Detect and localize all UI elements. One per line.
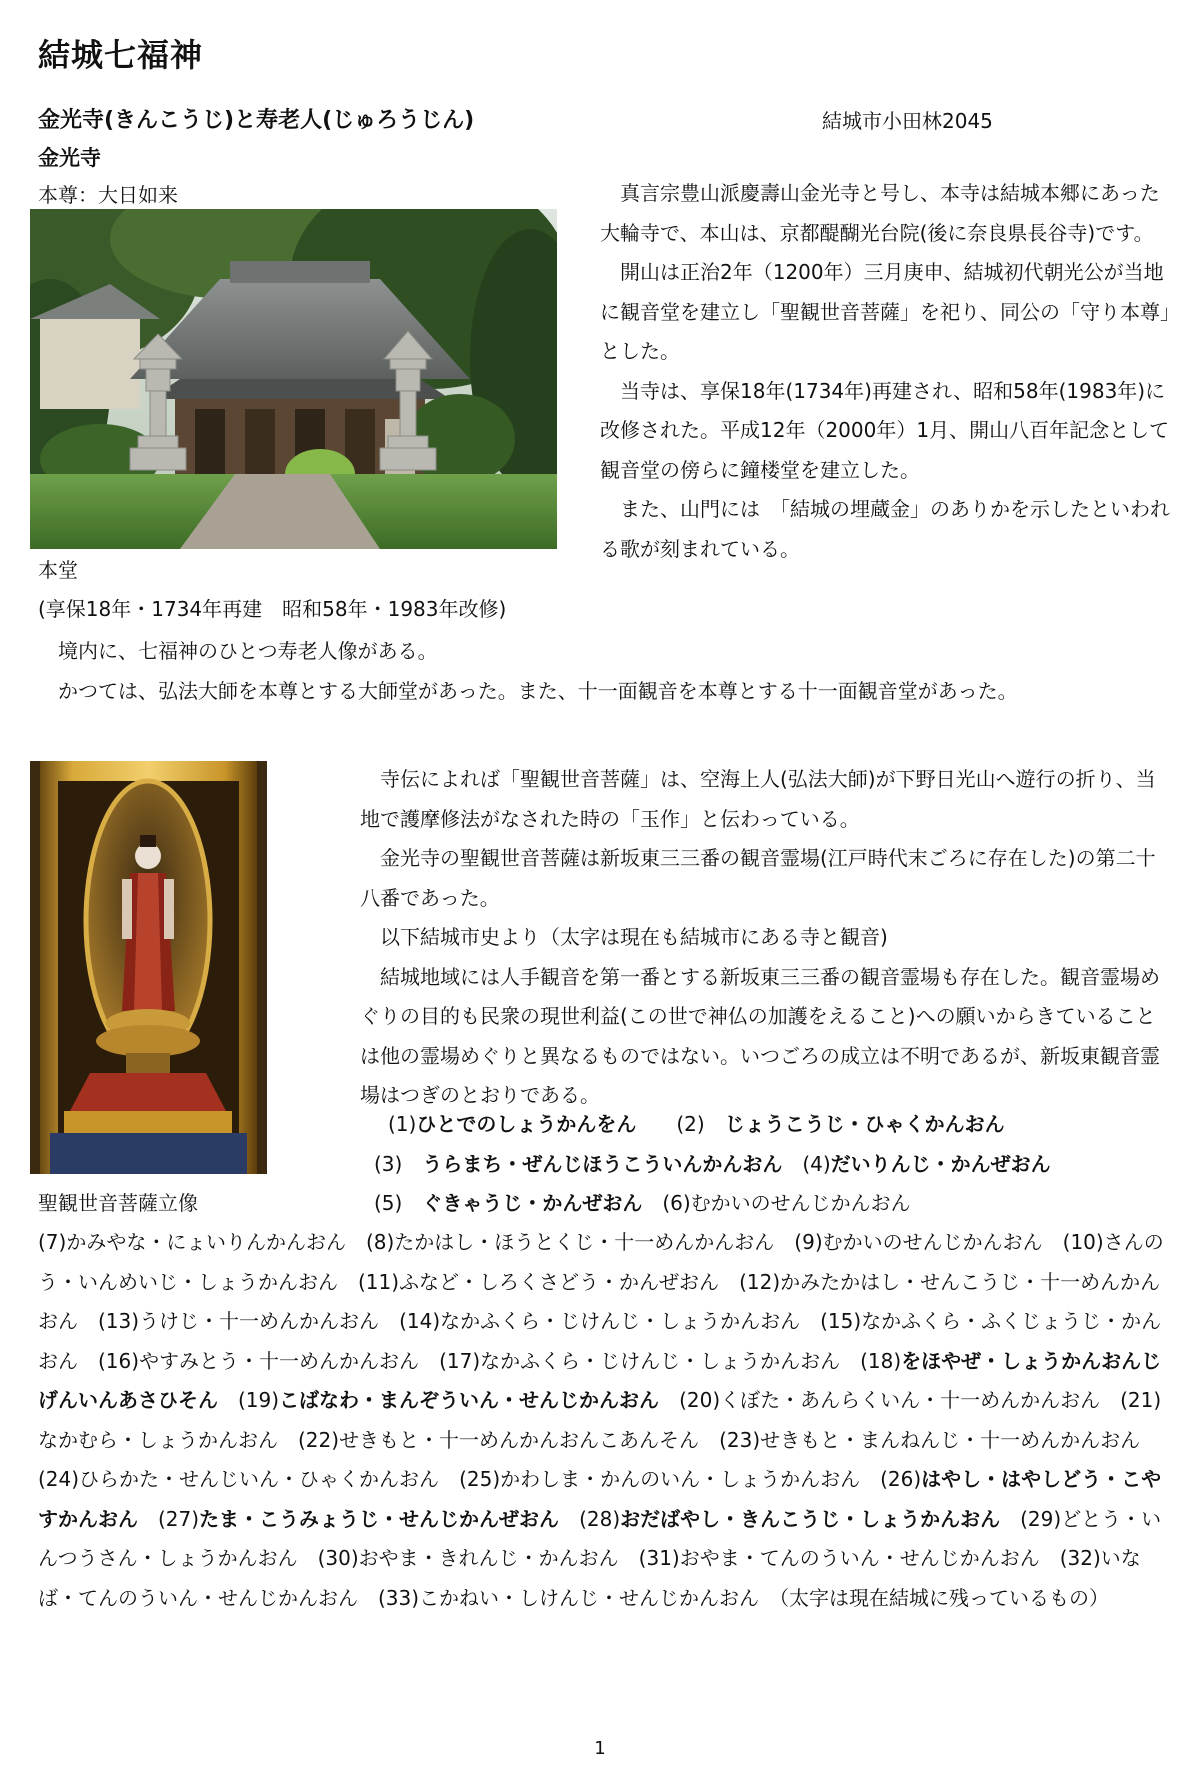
list-item: (28)おだばやし・きんこうじ・しょうかんおん: [579, 1506, 1001, 1531]
list-item: (1)ひとでのしょうかんをん: [388, 1112, 637, 1136]
page-title: 結城七福神: [38, 36, 204, 74]
list-item: (25)かわしま・かんのいん・しょうかんおん: [459, 1467, 861, 1491]
list-item: (18)をほやぜ・しょうかんおんじげんいんあさひそん: [38, 1348, 1162, 1412]
list-item: (33)こかねい・しけんじ・せんじかんおん: [378, 1585, 760, 1610]
kannon-statue-caption: 聖観世音菩薩立像: [38, 1191, 198, 1215]
list-item: (24)ひらかた・せんじいん・ひゃくかんおん: [38, 1467, 440, 1491]
section-heading: 金光寺(きんこうじ)と寿老人(じゅろうじん): [38, 108, 475, 133]
page-number: 1: [594, 1738, 606, 1759]
list-item: (4)だいりんじ・かんぜおん: [802, 1151, 1051, 1176]
kannon-statue-illustration: [30, 761, 267, 1174]
precinct-paragraph: 境内に、七福神のひとつ寿老人像がある。: [58, 639, 438, 663]
kannon-statue-photo: [30, 761, 267, 1174]
description-paragraph: また、山門には 「結城の埋蔵金」のありかを示したといわれる歌が刻まれている。: [600, 497, 1170, 561]
list-item: (23)せきもと・まんねんじ・十一めんかんおん: [719, 1427, 1141, 1452]
main-hall-illustration: [30, 209, 557, 549]
list-note: （太字は現在結城に残っているもの）: [779, 1585, 1110, 1610]
list-item: (22)せきもと・十一めんかんおんこあんそん: [298, 1427, 700, 1452]
list-row: [360, 1145, 1172, 1185]
precinct-paragraph: かつては、弘法大師を本尊とする大師堂があった。また、十一面観音を本尊とする十一面観音堂があった。: [58, 678, 1018, 703]
list-item: (14)なかふくら・じけんじ・しょうかんおん: [399, 1309, 801, 1333]
list-item: (16)やすみとう・十一めんかんおん: [98, 1348, 420, 1373]
list-row: [360, 1184, 1172, 1224]
list-item: (11)ふなど・しろくさどう・かんぜおん: [358, 1269, 720, 1294]
list-item: (32)いなば・てんのういん・せんじかんおん: [38, 1546, 1141, 1610]
temple-address: 結城市小田林2045: [822, 109, 993, 133]
temple-description: [600, 174, 1170, 569]
list-row: [360, 1105, 1172, 1145]
main-hall-caption: 本堂: [38, 558, 78, 582]
list-item: (26)はやし・はやしどう・こやすかんおん: [38, 1467, 1162, 1531]
list-item: (3) うらまち・ぜんじほうこういんかんおん: [374, 1151, 783, 1176]
principal-image-label: 本尊：大日如来: [38, 183, 178, 207]
list-item: (7)かみやな・にょいりんかんおん: [38, 1230, 346, 1254]
precinct-notes: [38, 632, 1173, 711]
legend-paragraph: 寺伝によれば「聖観世音菩薩」は、空海上人(弘法大師)が下野日光山へ遊行の折り、当地で護摩修法がなされた時の「玉作」と伝わっている。: [360, 767, 1156, 831]
main-hall-photo: [30, 209, 557, 549]
list-item: (13)うけじ・十一めんかんおん: [98, 1309, 380, 1333]
list-item: (5) ぐきゃうじ・かんぜおん: [374, 1191, 643, 1215]
list-item: (27)たま・こうみょうじ・せんじかんぜおん: [158, 1506, 560, 1531]
list-item: (17)なかふくら・じけんじ・しょうかんおん: [439, 1348, 841, 1373]
list-item: (2) じょうこうじ・ひゃくかんおん: [676, 1112, 1005, 1136]
list-item: (15)なかふくら・ふくじょうじ・かんおん: [38, 1309, 1162, 1373]
list-item: (8)たかはし・ほうとくじ・十一めんかんおん: [365, 1230, 775, 1254]
list-item: (12)かみたかはし・せんこうじ・十一めんかんおん: [38, 1269, 1161, 1333]
list-item: (30)おやま・きれんじ・かんおん: [317, 1546, 619, 1570]
pilgrimage-list: [38, 1223, 1173, 1618]
legend-paragraph: 以下結城市史より（太字は現在も結城市にある寺と観音): [380, 925, 888, 949]
main-hall-caption-dates: (享保18年・1734年再建 昭和58年・1983年改修): [38, 597, 507, 621]
list-item: (10)さんのう・いんめいじ・しょうかんおん: [38, 1230, 1164, 1294]
list-item: (31)おやま・てんのういん・せんじかんおん: [638, 1546, 1040, 1570]
pilgrimage-list-top: [360, 1105, 1172, 1224]
temple-name: 金光寺: [38, 146, 101, 170]
description-paragraph: 開山は正治2年（1200年）三月庚申、結城初代朝光公が当地に観音堂を建立し「聖観世音菩薩」を祀り、同公の「守り本尊」とした。: [600, 260, 1170, 363]
legend-paragraph: 結城地域には人手観音を第一番とする新坂東三三番の観音霊場も存在した。観音霊場めぐりの目的も民衆の現世利益(この世で神仏の加護をえること)への願いからきていることは他の霊場めぐりと異なるものではない。いつごろの成立は不明であるが、新坂東観音霊場はつぎのとおりである。: [360, 964, 1160, 1107]
list-item: (19)こばなわ・まんぞういん・せんじかんおん: [238, 1388, 660, 1412]
legend-paragraph: 金光寺の聖観世音菩薩は新坂東三三番の観音霊場(江戸時代末ごろに存在した)の第二十八番であった。: [360, 846, 1156, 910]
kannon-legend-text: [360, 760, 1172, 1116]
description-paragraph: 当寺は、享保18年(1734年)再建され、昭和58年(1983年)に改修された。平成12年（2000年）1月、開山八百年記念として観音堂の傍らに鐘楼堂を建立した。: [600, 378, 1170, 482]
list-item: (29)どとう・いんつうさん・しょうかんおん: [38, 1506, 1162, 1570]
list-item: (20)くぼた・あんらくいん・十一めんかんおん: [679, 1388, 1101, 1412]
list-item: (6)むかいのせんじかんおん: [662, 1191, 911, 1215]
list-item: (21)なかむら・しょうかんおん: [38, 1388, 1162, 1452]
description-paragraph: 真言宗豊山派慶壽山金光寺と号し、本寺は結城本郷にあった大輪寺で、本山は、京都醍醐光台院(後に奈良県長谷寺)です。: [600, 181, 1160, 245]
list-item: (9)むかいのせんじかんおん: [794, 1230, 1043, 1254]
